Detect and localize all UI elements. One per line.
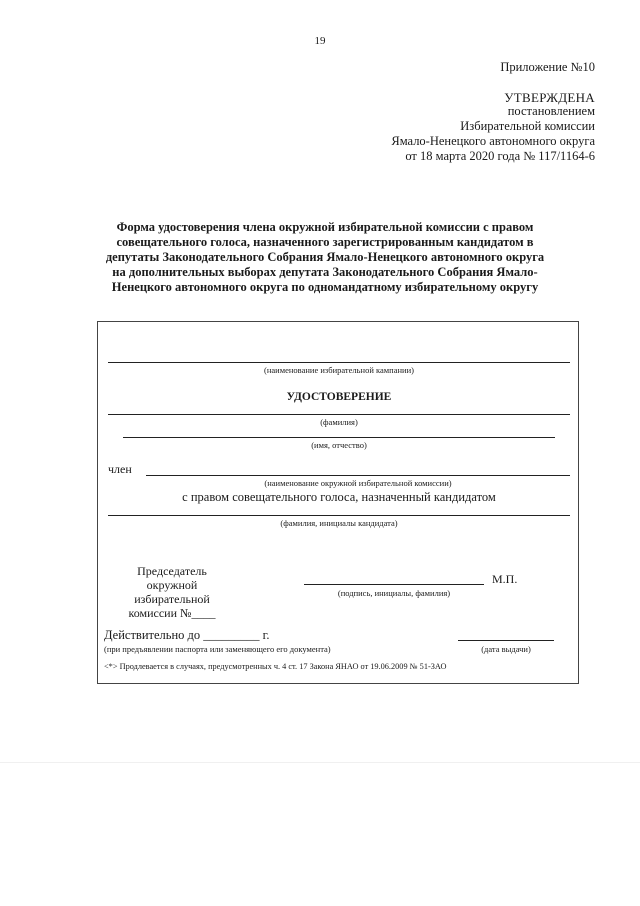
title-line: совещательного голоса, назначенного зарегистрированным кандидатом в (116, 235, 534, 249)
certificate-frame (97, 321, 579, 684)
footnote: <*> Продлевается в случаях, предусмотренных ч. 4 ст. 17 Закона ЯНАО от 19.06.2009 № 51-ЗАО (104, 662, 447, 671)
decree-line: постановлением (507, 104, 595, 118)
signature-caption: (подпись, инициалы, фамилия) (337, 588, 451, 598)
campaign-line (108, 362, 570, 363)
advisory-text: с правом совещательного голоса, назначенный кандидатом (182, 490, 496, 504)
decree-line: от 18 марта 2020 года № 117/1164-6 (405, 149, 595, 163)
certificate-heading: УДОСТОВЕРЕНИЕ (286, 391, 392, 403)
title-line: депутаты Законодательного Собрания Ямало-Ненецкого автономного округа (105, 250, 545, 264)
candidate-line (108, 515, 570, 516)
chairman-line: комиссии №____ (128, 606, 216, 620)
signature-line (304, 584, 484, 585)
campaign-caption: (наименование избирательной кампании) (264, 365, 414, 375)
chairman-line: избирательной (134, 592, 210, 606)
valid-note: (при предъявлении паспорта или заменяющего его документа) (104, 644, 331, 654)
title-line: на дополнительных выборах депутата Законодательного Собрания Ямало- (112, 265, 538, 279)
surname-line (108, 414, 570, 415)
annex-label: Приложение №10 (500, 60, 595, 74)
approved-label: УТВЕРЖДЕНА (504, 90, 595, 105)
issue-date-line (458, 640, 554, 641)
title-line: Форма удостоверения члена окружной избирательной комиссии с правом (116, 220, 534, 234)
page-number: 19 (314, 35, 326, 47)
issue-date-caption: (дата выдачи) (481, 644, 531, 654)
decree-line: Ямало-Ненецкого автономного округа (391, 134, 595, 148)
decree-line: Избирательной комиссии (460, 119, 595, 133)
surname-caption: (фамилия) (320, 417, 358, 427)
blank-area (0, 762, 640, 906)
chairman-line: Председатель (137, 564, 207, 578)
commission-caption: (наименование окружной избирательной комиссии) (264, 478, 452, 488)
name-caption: (имя, отчество) (311, 440, 367, 450)
stamp-label: М.П. (492, 572, 518, 586)
title-line: Ненецкого автономного округа по одномандатному избирательному округу (111, 280, 539, 294)
commission-line (146, 475, 570, 476)
member-label: член (108, 462, 132, 476)
chairman-block (112, 564, 232, 620)
decree-block (391, 104, 595, 164)
candidate-caption: (фамилия, инициалы кандидата) (280, 518, 398, 528)
valid-until: Действительно до _________ г. (104, 628, 270, 642)
form-title (90, 220, 560, 295)
chairman-line: окружной (146, 578, 198, 592)
name-line (123, 437, 555, 438)
